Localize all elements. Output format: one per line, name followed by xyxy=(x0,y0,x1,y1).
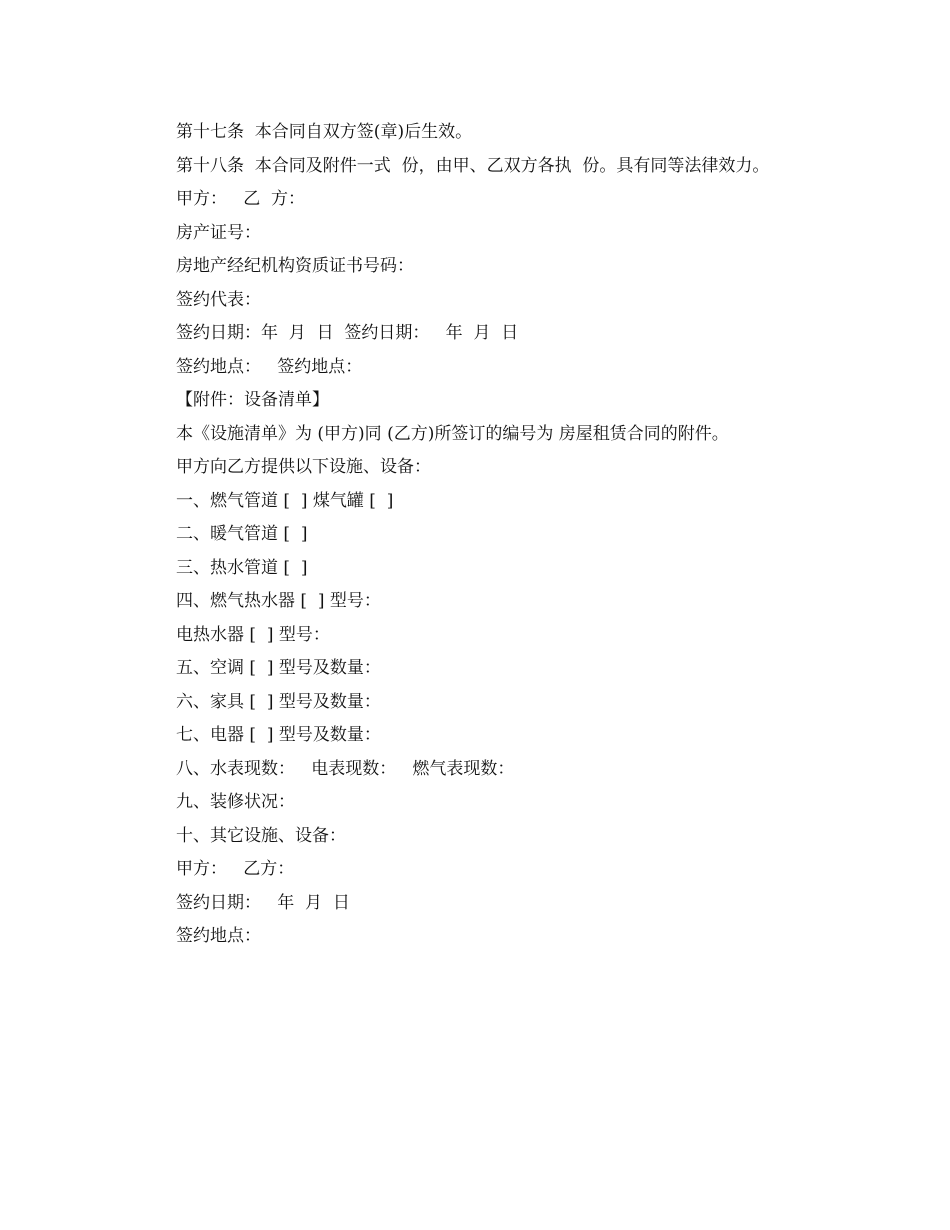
signing-places: 签约地点： 签约地点： xyxy=(176,356,363,377)
article-17: 第十七条 本合同自双方签(章)后生效。 xyxy=(176,122,473,142)
facility-item-3: 三、热水管道 [ ] xyxy=(176,557,308,578)
appendix-intro: 本《设施清单》为 (甲方)同 (乙方)所签订的编号为 房屋租赁合同的附件。 xyxy=(176,423,729,444)
facility-item-10: 十、其它设施、设备： xyxy=(176,825,346,846)
facility-item-5: 五、空调 [ ] 型号及数量： xyxy=(176,658,381,678)
facilities-provided-intro: 甲方向乙方提供以下设施、设备： xyxy=(176,457,431,477)
facility-item-7: 七、电器 [ ] 型号及数量： xyxy=(176,725,381,745)
article-18: 第十八条 本合同及附件一式 份，由甲、乙双方各执 份。具有同等法律效力。 xyxy=(176,155,770,176)
property-certificate-number: 房产证号： xyxy=(176,222,261,243)
agency-qualification-number: 房地产经纪机构资质证书号码： xyxy=(176,256,414,276)
facility-item-2: 二、暖气管道 [ ] xyxy=(176,524,308,544)
party-signature-line: 甲方： 乙 方： xyxy=(176,189,306,209)
document-body xyxy=(176,116,876,954)
appendix-heading: 【附件：设备清单】 xyxy=(176,390,329,410)
facility-item-4: 四、燃气热水器 [ ] 型号： xyxy=(176,591,381,611)
facility-item-electric-heater: 电热水器 [ ] 型号： xyxy=(176,624,330,645)
signing-representative: 签约代表： xyxy=(176,289,261,310)
facility-item-6: 六、家具 [ ] 型号及数量： xyxy=(176,691,381,712)
appendix-signing-place: 签约地点： xyxy=(176,926,261,946)
appendix-party-signature-line: 甲方： 乙方： xyxy=(176,859,295,879)
facility-item-8: 八、水表现数： 电表现数： 燃气表现数： xyxy=(176,758,515,779)
facility-item-9: 九、装修状况： xyxy=(176,792,295,812)
appendix-signing-date: 签约日期： 年 月 日 xyxy=(176,892,350,913)
signing-dates: 签约日期：年 月 日 签约日期： 年 月 日 xyxy=(176,323,519,343)
facility-item-1: 一、燃气管道 [ ] 煤气罐 [ ] xyxy=(176,490,394,511)
